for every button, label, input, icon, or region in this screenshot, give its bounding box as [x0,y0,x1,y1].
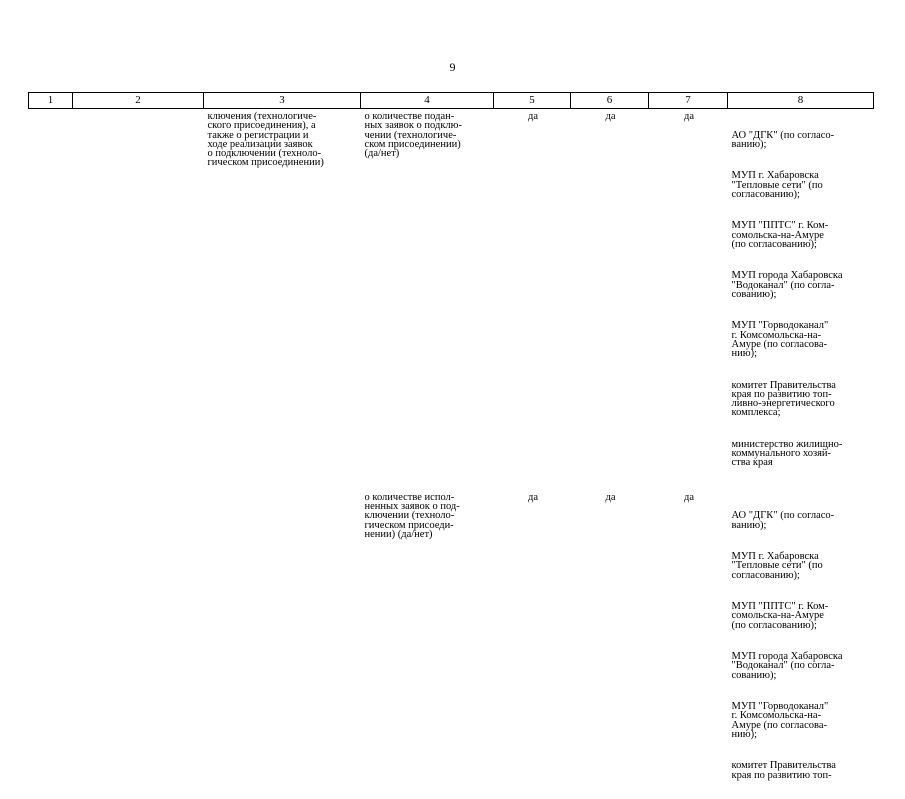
page-number: 9 [449,60,456,74]
col3-cell: ключения (технологиче- ского присоединения), а также о регистрации и ходе реализации заявок о подключении (техноло- гическом присоединении) [207,111,324,169]
responsible-entry: АО "ДГК" (по согласо- ванию); [731,129,835,150]
col7-cell: да [683,111,694,122]
responsible-entry: АО "ДГК" (по согласо- ванию); [731,510,835,531]
col4-cell: о количестве испол- ненных заявок о под- ключении (техноло- гическом присоеди- нении) (да/нет) [364,491,460,540]
col8-cell [728,109,874,490]
header-cell: 1 [29,93,73,109]
col5-cell: да [527,491,538,503]
header-cell: 3 [204,93,361,109]
responsible-entry: комитет Правительства края по развитию топ- [731,760,836,781]
table-row [29,490,874,799]
col5-cell: да [527,111,538,122]
responsible-entry: МУП г. Хабаровска "Тепловые сети" (по согласованию); [731,551,823,581]
col8-cell [728,490,874,799]
responsible-entry: министерство жилищно- коммунального хозяй- ства края [731,438,843,469]
col4-cell: о количестве подан- ных заявок о подклю- чении (технологиче- ском присоединении) (да/нет) [364,111,463,160]
responsible-entry: комитет Правительства края по развитию топ- ливно-энергетического комплекса; [731,379,836,419]
col6-cell: да [605,491,616,503]
col6-cell: да [605,111,616,122]
header-row [29,93,874,109]
responsible-entry: МУП города Хабаровска "Водоканал" (по согла- сованию); [731,270,843,300]
header-cell: 4 [361,93,494,109]
col7-cell: да [683,491,694,503]
responsible-entry: МУП города Хабаровска "Водоканал" (по согла- сованию); [731,651,843,681]
header-cell: 6 [571,93,649,109]
responsible-entry: МУП "ППТС" г. Ком- сомольска-на-Амуре (по согласованию); [731,601,829,631]
header-cell: 8 [728,93,874,109]
responsible-entry: МУП г. Хабаровска "Тепловые сети" (по согласованию); [731,170,823,200]
header-cell: 5 [494,93,571,109]
document-table [28,92,874,798]
responsible-entry: МУП "Горводоканал" г. Комсомольска-на- Амуре (по согласова- нию); [731,320,829,360]
table-row [29,109,874,490]
responsible-entry: МУП "Горводоканал" г. Комсомольска-на- Амуре (по согласова- нию); [731,701,829,740]
header-cell: 7 [649,93,728,109]
responsible-entry: МУП "ППТС" г. Ком- сомольска-на-Амуре (по согласованию); [731,220,829,250]
header-cell: 2 [73,93,204,109]
